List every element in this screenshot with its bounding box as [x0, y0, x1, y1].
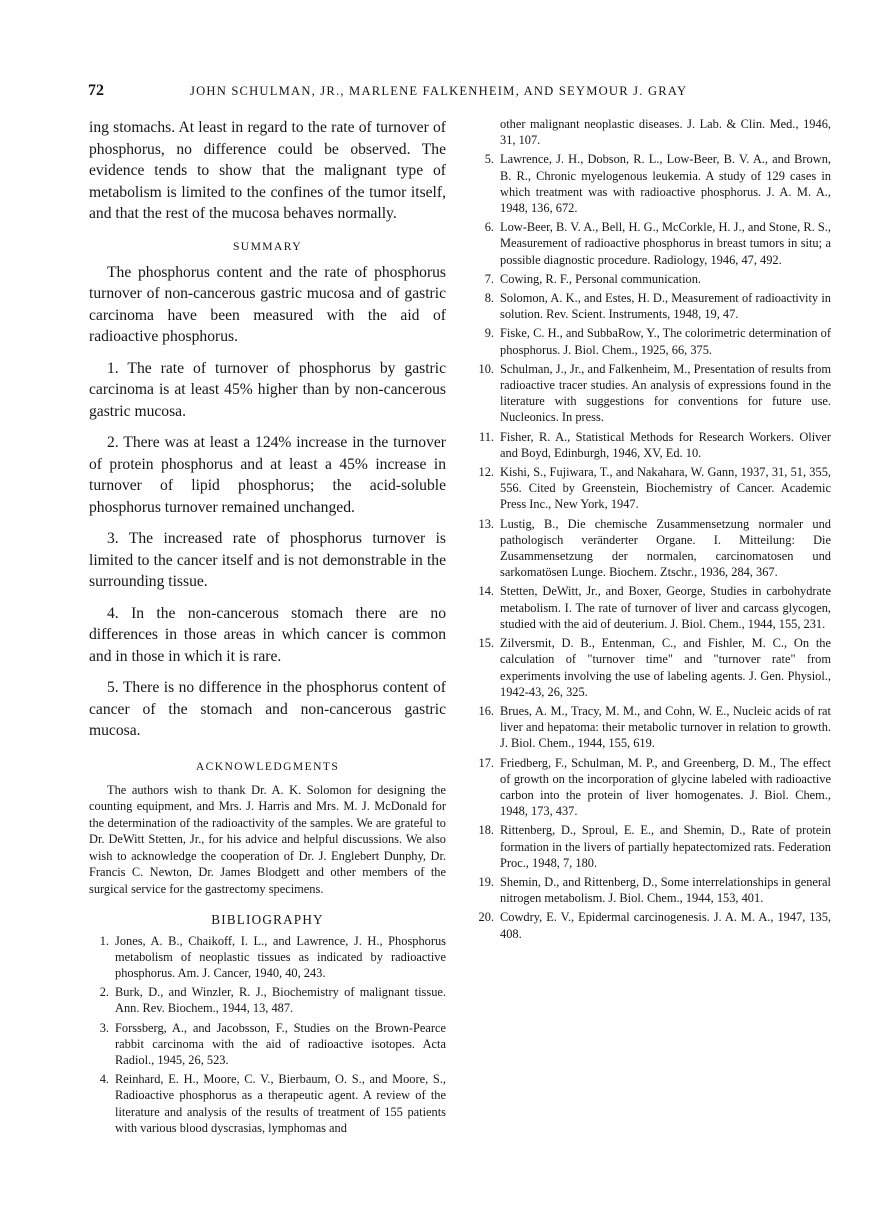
reference-item	[474, 516, 831, 581]
reference-item	[474, 755, 831, 820]
reference-item	[89, 1071, 446, 1136]
acknowledgments-text: The authors wish to thank Dr. A. K. Solomon for designing the counting equipment, and Mrs. J. Harris and Mrs. M. J. McDonald for the determination of the radioactivity of the samples. We are grateful to Dr. DeWitt Stetten, Jr., for his advice and helpful discussions. We also wish to acknowledge the cooperation of Dr. J. Englebert Dunphy, Dr. Francis C. Newton, Dr. James Blodgett and other members of the surgical service for the gastrectomy specimens.	[89, 782, 446, 897]
reference-number: 6.	[484, 220, 494, 235]
reference-list-right	[474, 151, 831, 941]
reference-text: Cowdry, E. V., Epidermal carcinogenesis. J. A. M. A., 1947, 135, 408.	[500, 910, 831, 941]
page-header	[88, 82, 808, 104]
reference-text: Rittenberg, D., Sproul, E. E., and Shemin, D., Rate of protein formation in the livers of partially hepatectomized rats. Federation Proc., 1948, 7, 180.	[500, 823, 831, 870]
reference-item	[474, 703, 831, 752]
reference-text: Zilversmit, D. B., Entenman, C., and Fishler, M. C., On the calculation of "turnover time" and "turnover rate" from experiments involving the use of labeling agents. J. Gen. Physiol., 1942-43, 26, 325.	[500, 636, 831, 699]
summary-item: 5. There is no difference in the phosphorus content of cancer of the stomach and non-cancerous gastric mucosa.	[89, 679, 446, 739]
summary-item: 4. In the non-cancerous stomach there are no differences in those areas in which cancer is common and in those in which it is rare.	[89, 604, 446, 665]
reference-text: Lustig, B., Die chemische Zusammensetzung normaler und pathologisch veränderter Organe. I. Mitteilung: Die Zusammensetzung der normalen, carcinomatosen und sarkomatösen Lunge. Biochem. Ztschr., 1936, 284, 367.	[500, 516, 831, 580]
reference-text: Reinhard, E. H., Moore, C. V., Bierbaum, O. S., and Moore, S., Radioactive phosphorus as a therapeutic agent. A review of the literature and analysis of the results of treatment of 155 patients with various blood dyscrasias, lymphomas and	[115, 1072, 446, 1135]
running-head: JOHN SCHULMAN, JR., MARLENE FALKENHEIM, AND SEYMOUR J. GRAY	[190, 84, 688, 98]
reference-number: 8.	[484, 291, 494, 306]
bibliography-heading: BIBLIOGRAPHY	[211, 911, 324, 927]
reference-number: 3.	[99, 1020, 109, 1035]
reference-item	[89, 1020, 446, 1069]
reference-item	[474, 874, 831, 906]
reference-number: 4.	[99, 1072, 109, 1087]
summary-item: 2. There was at least a 124% increase in the turnover of protein phosphorus and at least a 45% increase in turnover of lipid phosphorus; the acid-soluble phosphorus turnover remained unchanged.	[89, 434, 446, 516]
intro-paragraph: ing stomachs. At least in regard to the rate of turnover of phosphorus, no difference could be observed. The evidence tends to show that the malignant type of metabolism is limited to the confines of the tumor itself, and that the rest of the mucosa behaves normally.	[89, 119, 446, 222]
reference-number: 15.	[478, 636, 494, 651]
reference-number: 16.	[478, 703, 494, 718]
summary-item: 3. The increased rate of phosphorus turnover is limited to the cancer itself and is not demonstrable in the surrounding tissue.	[89, 530, 446, 590]
reference-item	[474, 909, 831, 941]
reference-text: Burk, D., and Winzler, R. J., Biochemistry of malignant tissue. Ann. Rev. Biochem., 1944, 13, 487.	[115, 985, 446, 1016]
reference-item	[474, 429, 831, 461]
reference-item	[474, 635, 831, 700]
summary-heading: SUMMARY	[232, 239, 303, 253]
reference-text: Solomon, A. K., and Estes, H. D., Measurement of radioactivity in solution. Rev. Scient. Instruments, 1948, 19, 47.	[500, 291, 831, 322]
reference-text: Schulman, J., Jr., and Falkenheim, M., Presentation of results from radioactive tracer studies. An analysis of expressions found in the literature with suggestions for conventions for future use. Nucleonics. In press.	[500, 361, 831, 425]
acknowledgments-heading: ACKNOWLEDGMENTS	[195, 759, 340, 773]
summary-intro: The phosphorus content and the rate of phosphorus turnover of non-cancerous gastric mucosa and of gastric carcinoma have been measured with the aid of radioactive phosphorus.	[89, 263, 446, 345]
reference-text: Stetten, DeWitt, Jr., and Boxer, George, Studies in carbohydrate metabolism. I. The rate of turnover of liver and carcass glycogen, studied with the aid of deuterium. J. Biol. Chem., 1944, 155, 231.	[500, 584, 831, 631]
reference-number: 17.	[478, 755, 494, 770]
reference-text: Lawrence, J. H., Dobson, R. L., Low-Beer, B. V. A., and Brown, B. R., Chronic myelogenous leukemia. A study of 129 cases in which treatment was with radioactive phosphorus. J. A. M. A., 1948, 136, 672.	[500, 152, 831, 216]
reference-number: 1.	[99, 933, 109, 948]
summary-item: 1. The rate of turnover of phosphorus by gastric carcinoma is at least 45% higher than by non-cancerous gastric mucosa.	[89, 359, 446, 420]
right-column	[474, 116, 831, 945]
reference-continuation: other malignant neoplastic diseases. J. Lab. & Clin. Med., 1946, 31, 107.	[500, 117, 831, 148]
reference-number: 9.	[484, 326, 494, 341]
reference-text: Fisher, R. A., Statistical Methods for Research Workers. Oliver and Boyd, Edinburgh, 1946, XV, Ed. 10.	[500, 429, 831, 460]
reference-item	[474, 290, 831, 322]
reference-number: 7.	[484, 271, 494, 286]
reference-number: 11.	[478, 429, 494, 444]
reference-item	[474, 325, 831, 357]
reference-item	[474, 219, 831, 268]
reference-number: 20.	[478, 910, 494, 925]
reference-number: 12.	[478, 465, 494, 480]
reference-text: Shemin, D., and Rittenberg, D., Some interrelationships in general nitrogen metabolism. J. Biol. Chem., 1944, 153, 401.	[500, 874, 831, 906]
reference-text: Jones, A. B., Chaikoff, I. L., and Lawrence, J. H., Phosphorus metabolism of neoplastic tissues as indicated by radioactive phosphorus. Am. J. Cancer, 1940, 40, 243.	[115, 933, 446, 981]
reference-item	[474, 583, 831, 632]
reference-item	[474, 151, 831, 216]
reference-text: Low-Beer, B. V. A., Bell, H. G., McCorkle, H. J., and Stone, R. S., Measurement of radioactive phosphorus in breast tumors in situ; a possible diagnostic procedure. Radiology, 1946, 47, 492.	[500, 220, 831, 267]
reference-text: Fiske, C. H., and SubbaRow, Y., The colorimetric determination of phosphorus. J. Biol. Chem., 1925, 66, 375.	[500, 326, 831, 357]
reference-text: Kishi, S., Fujiwara, T., and Nakahara, W. Gann, 1937, 31, 51, 355, 556. Cited by Greenstein, Biochemistry of Cancer. Academic Press Inc., New York, 1947.	[500, 465, 831, 512]
reference-text: Cowing, R. F., Personal communication.	[500, 271, 702, 286]
reference-number: 5.	[484, 152, 494, 167]
reference-number: 19.	[478, 874, 494, 889]
reference-text: Brues, A. M., Tracy, M. M., and Cohn, W. E., Nucleic acids of rat liver and hepatoma: their metabolic turnover in relation to growth. J. Biol. Chem., 1944, 155, 619.	[500, 703, 831, 751]
reference-text: Friedberg, F., Schulman, M. P., and Greenberg, D. M., The effect of growth on the incorporation of glycine labeled with radioactive carbon into the protein of liver homogenates. J. Biol. Chem., 1948, 173, 437.	[500, 755, 831, 819]
reference-number: 18.	[478, 823, 494, 838]
reference-text: Forssberg, A., and Jacobsson, F., Studies on the Brown-Pearce rabbit carcinoma with the aid of radioactive isotopes. Acta Radiol., 1945, 26, 523.	[115, 1020, 446, 1068]
reference-number: 2.	[99, 985, 109, 1000]
reference-item	[474, 271, 831, 287]
reference-item	[474, 464, 831, 513]
reference-number: 10.	[478, 361, 494, 376]
reference-item	[89, 984, 446, 1016]
page-number: 72	[88, 82, 104, 99]
left-column	[89, 117, 446, 1139]
reference-number: 13.	[478, 516, 494, 531]
reference-item	[89, 933, 446, 982]
reference-number: 14.	[478, 584, 494, 599]
reference-list-left	[89, 933, 446, 1136]
reference-item	[474, 822, 831, 871]
reference-item	[474, 361, 831, 426]
